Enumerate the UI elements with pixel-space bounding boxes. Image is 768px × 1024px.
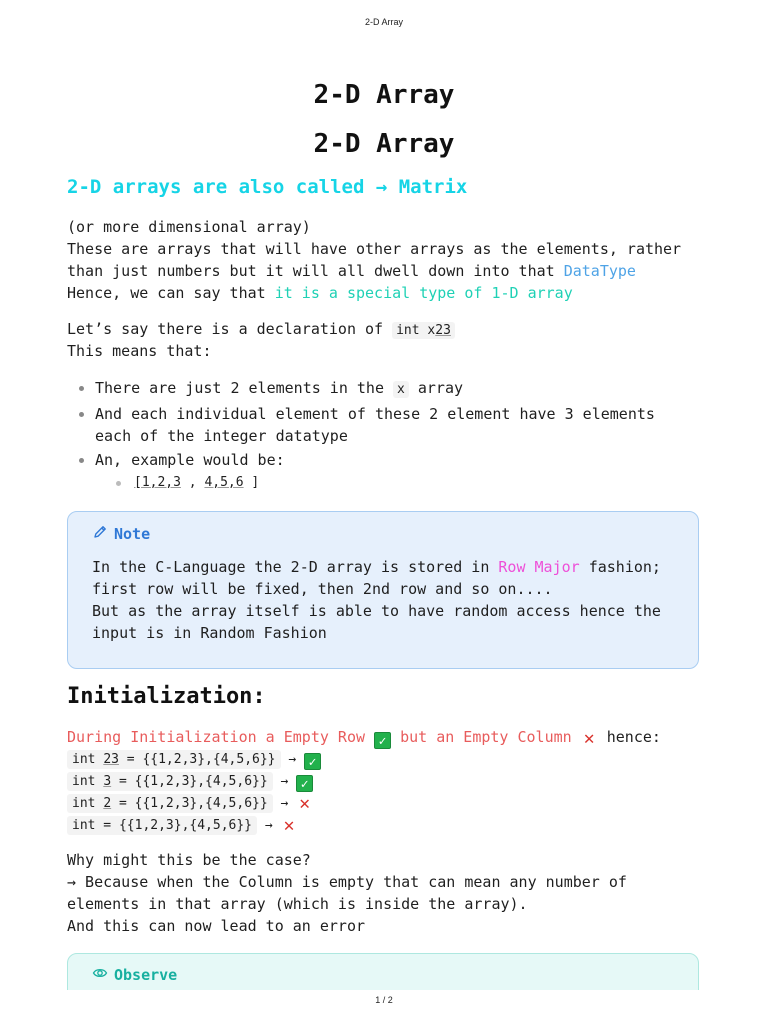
why-answer-3: And this can now lead to an error — [67, 917, 366, 935]
example-separator: , — [180, 475, 205, 490]
bullet-2-text-cont: each of the integer datatype — [95, 427, 348, 445]
arrow: → — [264, 818, 273, 833]
initialization-rule — [67, 726, 661, 749]
why-answer-2: elements in that array (which is inside the array). — [67, 895, 528, 913]
row-major-highlight: Row Major — [498, 558, 580, 576]
bullet-1-text: There are just 2 elements in the — [95, 379, 394, 397]
list-item — [95, 377, 655, 401]
pencil-icon — [92, 524, 108, 544]
special-type-highlight: it is a special type of 1-D array — [274, 284, 573, 302]
intro-line-2: These are arrays that will have other arrays as the elements, rather — [67, 240, 682, 258]
cross-mark-icon: ✕ — [283, 815, 295, 836]
note-line-1 — [92, 556, 661, 578]
page-title: 2-D Array — [313, 80, 455, 110]
datatype-link[interactable]: DataType — [563, 262, 636, 280]
note-line-2: first row will be fixed, then 2nd row and so on.... — [92, 580, 553, 598]
bullet-1-code: x — [393, 381, 409, 398]
note-title-text: Note — [114, 525, 151, 543]
declaration-text: Let’s say there is a declaration of — [67, 320, 393, 338]
example-code-2: 4,5,6 — [204, 475, 244, 490]
note-callout — [67, 511, 699, 669]
check-mark-icon: ✓ — [304, 753, 321, 770]
intro-line-1: (or more dimensional array) — [67, 218, 311, 236]
init-example-1: int 23 = {{1,2,3},{4,5,6}} → ✓ — [67, 749, 321, 771]
declaration-code-a: int x — [396, 323, 436, 338]
declaration-code — [392, 322, 455, 339]
rule-text-b: but an Empty Column — [391, 728, 581, 746]
intro-line-3-text: than just numbers but it will all dwell down into that — [67, 262, 564, 280]
arrow: → — [280, 774, 289, 789]
list-item — [95, 449, 655, 471]
note-body — [92, 556, 661, 644]
arrow: → — [288, 752, 297, 767]
list-item — [95, 403, 655, 447]
observe-title — [92, 965, 177, 985]
note-line-1-tail: fashion; — [579, 558, 661, 576]
page-number: 1 / 2 — [375, 995, 393, 1005]
declaration-line — [67, 318, 455, 342]
check-mark-icon: ✓ — [296, 775, 313, 792]
why-question: Why might this be the case? — [67, 851, 311, 869]
note-line-1-text: In the C-Language the 2-D array is stored in — [92, 558, 499, 576]
matrix-heading: 2-D arrays are also called → Matrix — [67, 176, 468, 198]
intro-line-4-text: Hence, we can say that — [67, 284, 275, 302]
eye-icon — [92, 965, 108, 985]
note-line-4: input is in Random Fashion — [92, 624, 327, 642]
intro-line-4 — [67, 282, 573, 304]
bullet-2-text: And each individual element of these 2 element have 3 elements — [95, 405, 655, 423]
rule-text-c: hence: — [597, 728, 661, 746]
example-end: ] — [243, 475, 260, 490]
bullet-1-tail: array — [408, 379, 464, 397]
observe-title-text: Observe — [114, 966, 178, 984]
declaration-code-b: 23 — [435, 323, 451, 338]
init-example-3: int 2 = {{1,2,3},{4,5,6}} → ✕ — [67, 793, 313, 815]
init-example-2: int 3 = {{1,2,3},{4,5,6}} → ✓ — [67, 771, 313, 793]
cross-mark-icon: ✕ — [583, 728, 595, 749]
rule-text-a: During Initialization a Empty Row — [67, 728, 375, 746]
bullet-list — [95, 377, 655, 471]
intro-line-3 — [67, 260, 636, 282]
sub-list-item — [134, 472, 259, 494]
note-title — [92, 524, 150, 544]
why-answer-1: → Because when the Column is empty that can mean any number of — [67, 873, 627, 891]
initialization-heading: Initialization: — [67, 684, 266, 709]
cross-mark-icon: ✕ — [299, 793, 311, 814]
document-title: 2-D Array — [313, 129, 455, 159]
example-code-1: [1,2,3 — [134, 475, 181, 490]
declaration-meaning: This means that: — [67, 342, 212, 360]
init-example-4: int = {{1,2,3},{4,5,6}} → ✕ — [67, 815, 298, 837]
note-line-3: But as the array itself is able to have random access hence the — [92, 602, 661, 620]
running-header: 2-D Array — [364, 17, 403, 27]
arrow: → — [280, 796, 289, 811]
check-mark-icon: ✓ — [374, 732, 391, 749]
bullet-3-text: An, example would be: — [95, 451, 285, 469]
